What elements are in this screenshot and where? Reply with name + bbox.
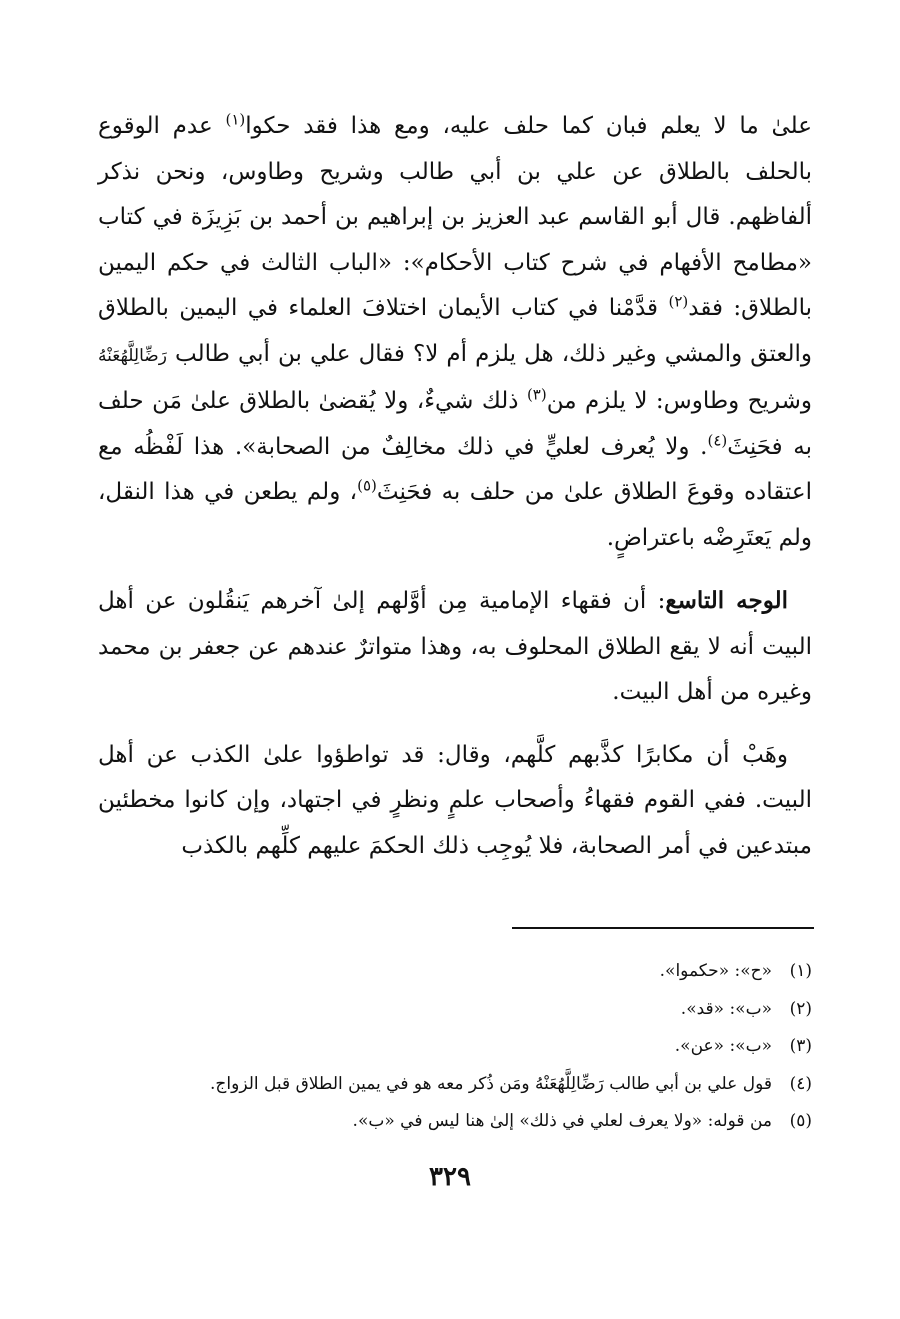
text-segment: : أن فقهاء الإمامية مِن أوَّلهم إلىٰ آخرهم يَنقُلون عن أهل البيت أنه لا يقع الطلاق المحلوف به، وهذا متواترٌ عندهم عن جعفر بن محمد وغيره من أهل البيت. xyxy=(98,588,812,705)
footnote-number: (٣) xyxy=(789,1036,812,1056)
text-segment: ذلك شيءٌ، ولا يُقضىٰ بالطلاق علىٰ مَن حلف به فحَنِثَ xyxy=(98,388,812,460)
text-segment: ، ولم يطعن في هذا النقل، ولم يَعتَرِضْه باعتراضٍ. xyxy=(98,479,812,551)
footnote-ref-3[interactable]: (٣) xyxy=(526,385,547,404)
footnote-text: من قوله: «ولا يعرف لعلي في ذلك» إلىٰ هنا ليس في «ب». xyxy=(352,1111,772,1131)
footnote-number: (١) xyxy=(789,961,812,981)
footnote-text xyxy=(210,1066,772,1104)
paragraph-rebuttal xyxy=(98,733,812,870)
footnote-item xyxy=(98,953,812,991)
footnote-text: «ب»: «عن». xyxy=(674,1036,772,1056)
footnote-item xyxy=(98,1103,812,1141)
honorific-ligature: رَضِّالِلَّهُعَنْهُ xyxy=(98,345,167,366)
text-segment: علىٰ ما لا يعلم فبان كما حلف عليه، ومع هذا فقد حكوا xyxy=(245,113,812,139)
footnote-item xyxy=(98,1066,812,1104)
footnote-ref-4[interactable]: (٤) xyxy=(707,430,728,449)
footnote-ref-1[interactable]: (١) xyxy=(225,110,246,129)
text-segment: قدَّمْنا في كتاب الأيمان اختلافَ العلماء في اليمين بالطلاق والعتق والمشي وغير ذلك، هل يلزم أم لا؟ فقال علي بن أبي طالب xyxy=(98,295,812,367)
footnote-text: «ح»: «حكموا». xyxy=(659,961,772,981)
footnote-ref-2[interactable]: (٢) xyxy=(668,292,689,311)
footnote-text: «ب»: «قد». xyxy=(680,998,772,1019)
text-segment: ومَن ذُكر معه هو في يمين الطلاق قبل الزواج. xyxy=(210,1073,535,1094)
footnote-number: (٤) xyxy=(789,1073,812,1094)
footnote-ref-5[interactable]: (٥) xyxy=(357,476,377,495)
text-segment: وشريح وطاوس: لا يلزم من xyxy=(546,388,812,414)
footnote-number: (٢) xyxy=(789,998,812,1019)
section-heading: الوجه التاسع xyxy=(665,587,788,614)
text-segment: قول علي بن أبي طالب xyxy=(603,1073,772,1094)
footnote-divider xyxy=(512,927,814,929)
text-segment: . ولا يُعرف لعليٍّ في ذلك مخالِفٌ من الصحابة». هذا لَفْظُه مع اعتقاده وقوعَ الطلاق علىٰ من حلف به فحَنِثَ xyxy=(98,433,812,505)
paragraph-ninth-aspect xyxy=(98,578,812,716)
text-segment: عدم الوقوع بالحلف بالطلاق عن علي بن أبي طالب وشريح وطاوس، ونحن نذكر ألفاظهم. قال أبو القاسم عبد العزيز بن إبراهيم بن أحمد بن بَزِيزَة في كتاب «مطامح الأفهام في شرح كتاب الأحكام»: «الباب الثالث في حكم اليمين بالطلاق: فقد xyxy=(98,113,812,321)
footnote-item xyxy=(98,1028,812,1066)
footnote-item xyxy=(98,991,812,1029)
footnote-number: (٥) xyxy=(789,1111,812,1131)
paragraph-continuation xyxy=(98,104,812,561)
footnotes-section xyxy=(98,953,812,1141)
honorific-ligature: رَضِّالِلَّهُعَنْهُ xyxy=(534,1073,604,1094)
page-number: ٣٢٩ xyxy=(429,1162,471,1192)
text-segment: وهَبْ أن مكابرًا كذَّبهم كلَّهم، وقال: قد تواطؤوا علىٰ الكذب عن أهل البيت. ففي القوم فقهاءُ وأصحاب علمٍ ونظرٍ في اجتهاد، وإن كانوا مخطئين مبتدعين في أمر الصحابة، فلا يُوجِب ذلك الحكمَ عليهم كلِّهم بالكذب xyxy=(98,741,812,859)
main-text-body xyxy=(98,104,812,869)
